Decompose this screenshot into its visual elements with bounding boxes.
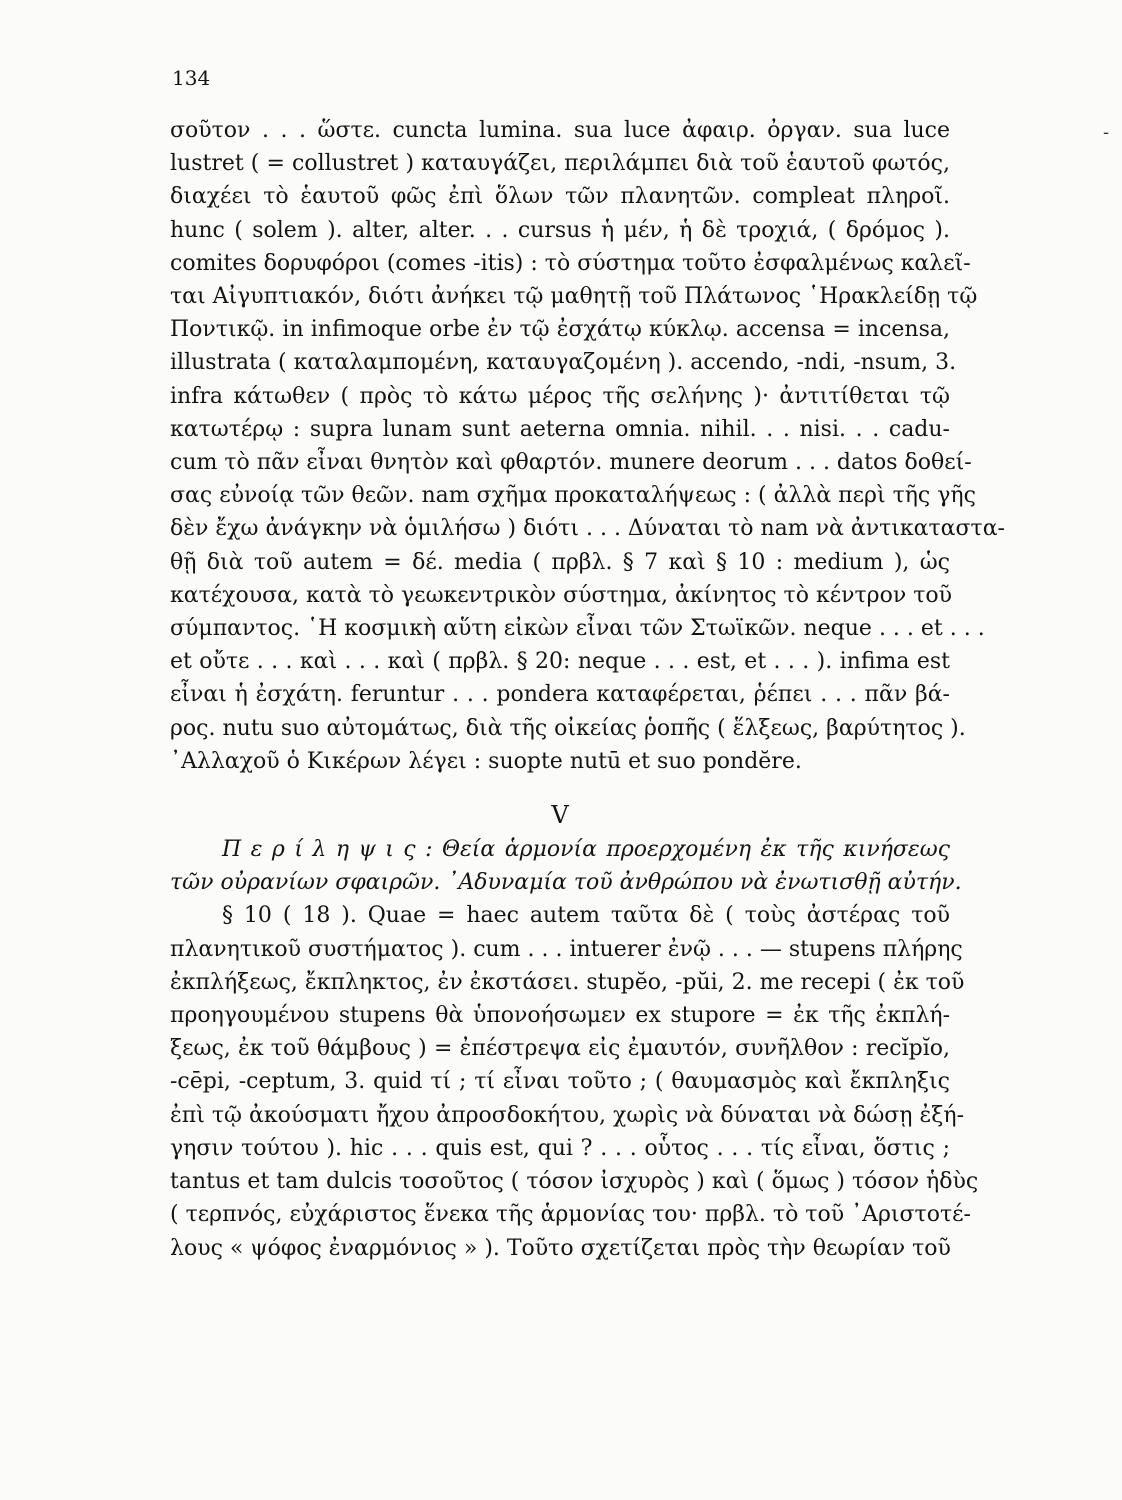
- text-line: ( τερπνός, εὐχάριστος ἕνεκα τῆς ἁρμονίας του· πρβλ. τὸ τοῦ ᾿Αριστοτέ-: [170, 1202, 971, 1228]
- text-line: διαχέει τὸ ἑαυτοῦ φῶς ἐπὶ ὅλων τῶν πλανητῶν. compleat πληροῖ.: [170, 184, 950, 210]
- text-line: εἶναι ἡ ἐσχάτη. feruntur . . . pondera καταφέρεται, ῥέπει . . . πᾶν βά-: [170, 682, 950, 708]
- text-line: κατωτέρῳ : supra lunam sunt aeterna omnia. nihil. . . nisi. . . cadu-: [170, 416, 950, 442]
- paragraph-commentary-top: [170, 114, 1005, 778]
- text-line: τῶν οὐρανίων σφαιρῶν. ᾿Αδυναμία τοῦ ἀνθρώπου νὰ ἐνωτισθῇ αὐτήν.: [170, 870, 962, 896]
- text-line: -cēpi, -ceptum, 3. quid τί ; τί εἶναι τοῦτο ; ( θαυμασμὸς καὶ ἔκπληξις: [170, 1069, 950, 1095]
- text-line: et οὔτε . . . καὶ . . . καὶ ( πρβλ. § 20: neque . . . est, et . . . ). infima est: [170, 649, 950, 675]
- text-line: γησιν τούτου ). hic . . . quis est, qui ? . . . οὗτος . . . τίς εἶναι, ὅστις ;: [170, 1135, 950, 1161]
- section-summary: [170, 833, 962, 899]
- text-line: infra κάτωθεν ( πρὸς τὸ κάτω μέρος τῆς σελήνης )· ἀντιτίθεται τῷ: [170, 383, 950, 409]
- margin-dash-mark: -: [1103, 122, 1110, 143]
- text-line: σας εὐνοίᾳ τῶν θεῶν. nam σχῆμα προκαταλήψεως : ( ἀλλὰ περὶ τῆς γῆς: [170, 483, 976, 509]
- text-line: lustret ( = collustret ) καταυγάζει, περιλάμπει διὰ τοῦ ἑαυτοῦ φωτός,: [170, 151, 950, 177]
- text-line: tantus et tam dulcis τοσοῦτος ( τόσον ἰσχυρὸς ) καὶ ( ὅμως ) τόσον ἡδὺς: [170, 1169, 979, 1195]
- text-line: ἐπὶ τῷ ἀκούσματι ἤχου ἀπροσδοκήτου, χωρὶς νὰ δύναται νὰ δώσῃ ἐξή-: [170, 1102, 965, 1128]
- text-line: cum τὸ πᾶν εἶναι θνητὸν καὶ φθαρτόν. munere deorum . . . datos δοθεί-: [170, 450, 972, 476]
- text-line: πλανητικοῦ συστήματος ). cum . . . intuerer ἐνῷ . . . — stupens πλήρης: [170, 936, 963, 962]
- page-number: 134: [172, 66, 211, 90]
- text-line: Ποντικῷ. in infimoque orbe ἐν τῷ ἐσχάτῳ κύκλῳ. accensa = incensa,: [170, 317, 950, 343]
- text-line: κατέχουσα, κατὰ τὸ γεωκεντρικὸν σύστημα, ἀκίνητος τὸ κέντρον τοῦ: [170, 582, 952, 608]
- text-line: § 10 ( 18 ). Quae = haec autem ταῦτα δὲ ( τοὺς ἀστέρας τοῦ: [222, 903, 950, 929]
- text-line: hunc ( solem ). alter, alter. . . cursus ἡ μέν, ἡ δὲ τροχιά, ( δρόμος ).: [170, 217, 950, 243]
- text-line: λους « ψόφος ἐναρμόνιος » ). Τοῦτο σχετίζεται πρὸς τὴν θεωρίαν τοῦ: [170, 1235, 951, 1261]
- text-line: θῇ διὰ τοῦ autem = δέ. media ( πρβλ. § 7 καὶ § 10 : medium ), ὡς: [170, 549, 950, 575]
- text-line: illustrata ( καταλαμπομένη, καταυγαζομένη ). accendo, -ndi, -nsum, 3.: [170, 350, 957, 376]
- paragraph-commentary-bottom: [170, 899, 979, 1264]
- section-numeral: V: [551, 801, 569, 830]
- text-line: προηγουμένου stupens θὰ ὑπονοήσωμεν ex stupore = ἐκ τῆς ἐκπλή-: [170, 1003, 950, 1029]
- text-line: ᾿Αλλαχοῦ ὁ Κικέρων λέγει : suopte nutū et suo pondĕre.: [170, 748, 802, 774]
- text-line: Π ε ρ ί λ η ψ ι ς : Θεία ἁρμονία προερχομένη ἐκ τῆς κινήσεως: [222, 837, 950, 863]
- text-line: ρος. nutu suo αὐτομάτως, διὰ τῆς οἰκείας ῥοπῆς ( ἕλξεως, βαρύτητος ).: [170, 715, 966, 741]
- text-line: comites δορυφόροι (comes -itis) : τὸ σύστημα τοῦτο ἐσφαλμένως καλεῖ-: [170, 250, 971, 276]
- text-line: σύμπαντος. ῾Η κοσμικὴ αὕτη εἰκὼν εἶναι τῶν Στωϊκῶν. neque . . . et . . .: [170, 616, 985, 642]
- text-line: ἐκπλήξεως, ἔκπληκτος, ἐν ἐκστάσει. stupĕo, -pŭi, 2. me recepi ( ἐκ τοῦ: [170, 969, 965, 995]
- text-line: δὲν ἔχω ἀνάγκην νὰ ὁμιλήσω ) διότι . . . Δύναται τὸ nam νὰ ἀντικαταστα-: [170, 516, 1005, 542]
- text-line: ται Αἰγυπτιακόν, διότι ἀνήκει τῷ μαθητῇ τοῦ Πλάτωνος ῾Ηρακλείδῃ τῷ: [170, 284, 978, 310]
- text-line: ξεως, ἐκ τοῦ θάμβους ) = ἐπέστρεψα εἰς ἐμαυτόν, συνῆλθον : recĭpĭo,: [170, 1036, 950, 1062]
- body-text: [170, 114, 1005, 1265]
- text-line: σοῦτον . . . ὥστε. cuncta lumina. sua luce ἀφαιρ. ὀργαν. sua luce: [170, 118, 950, 143]
